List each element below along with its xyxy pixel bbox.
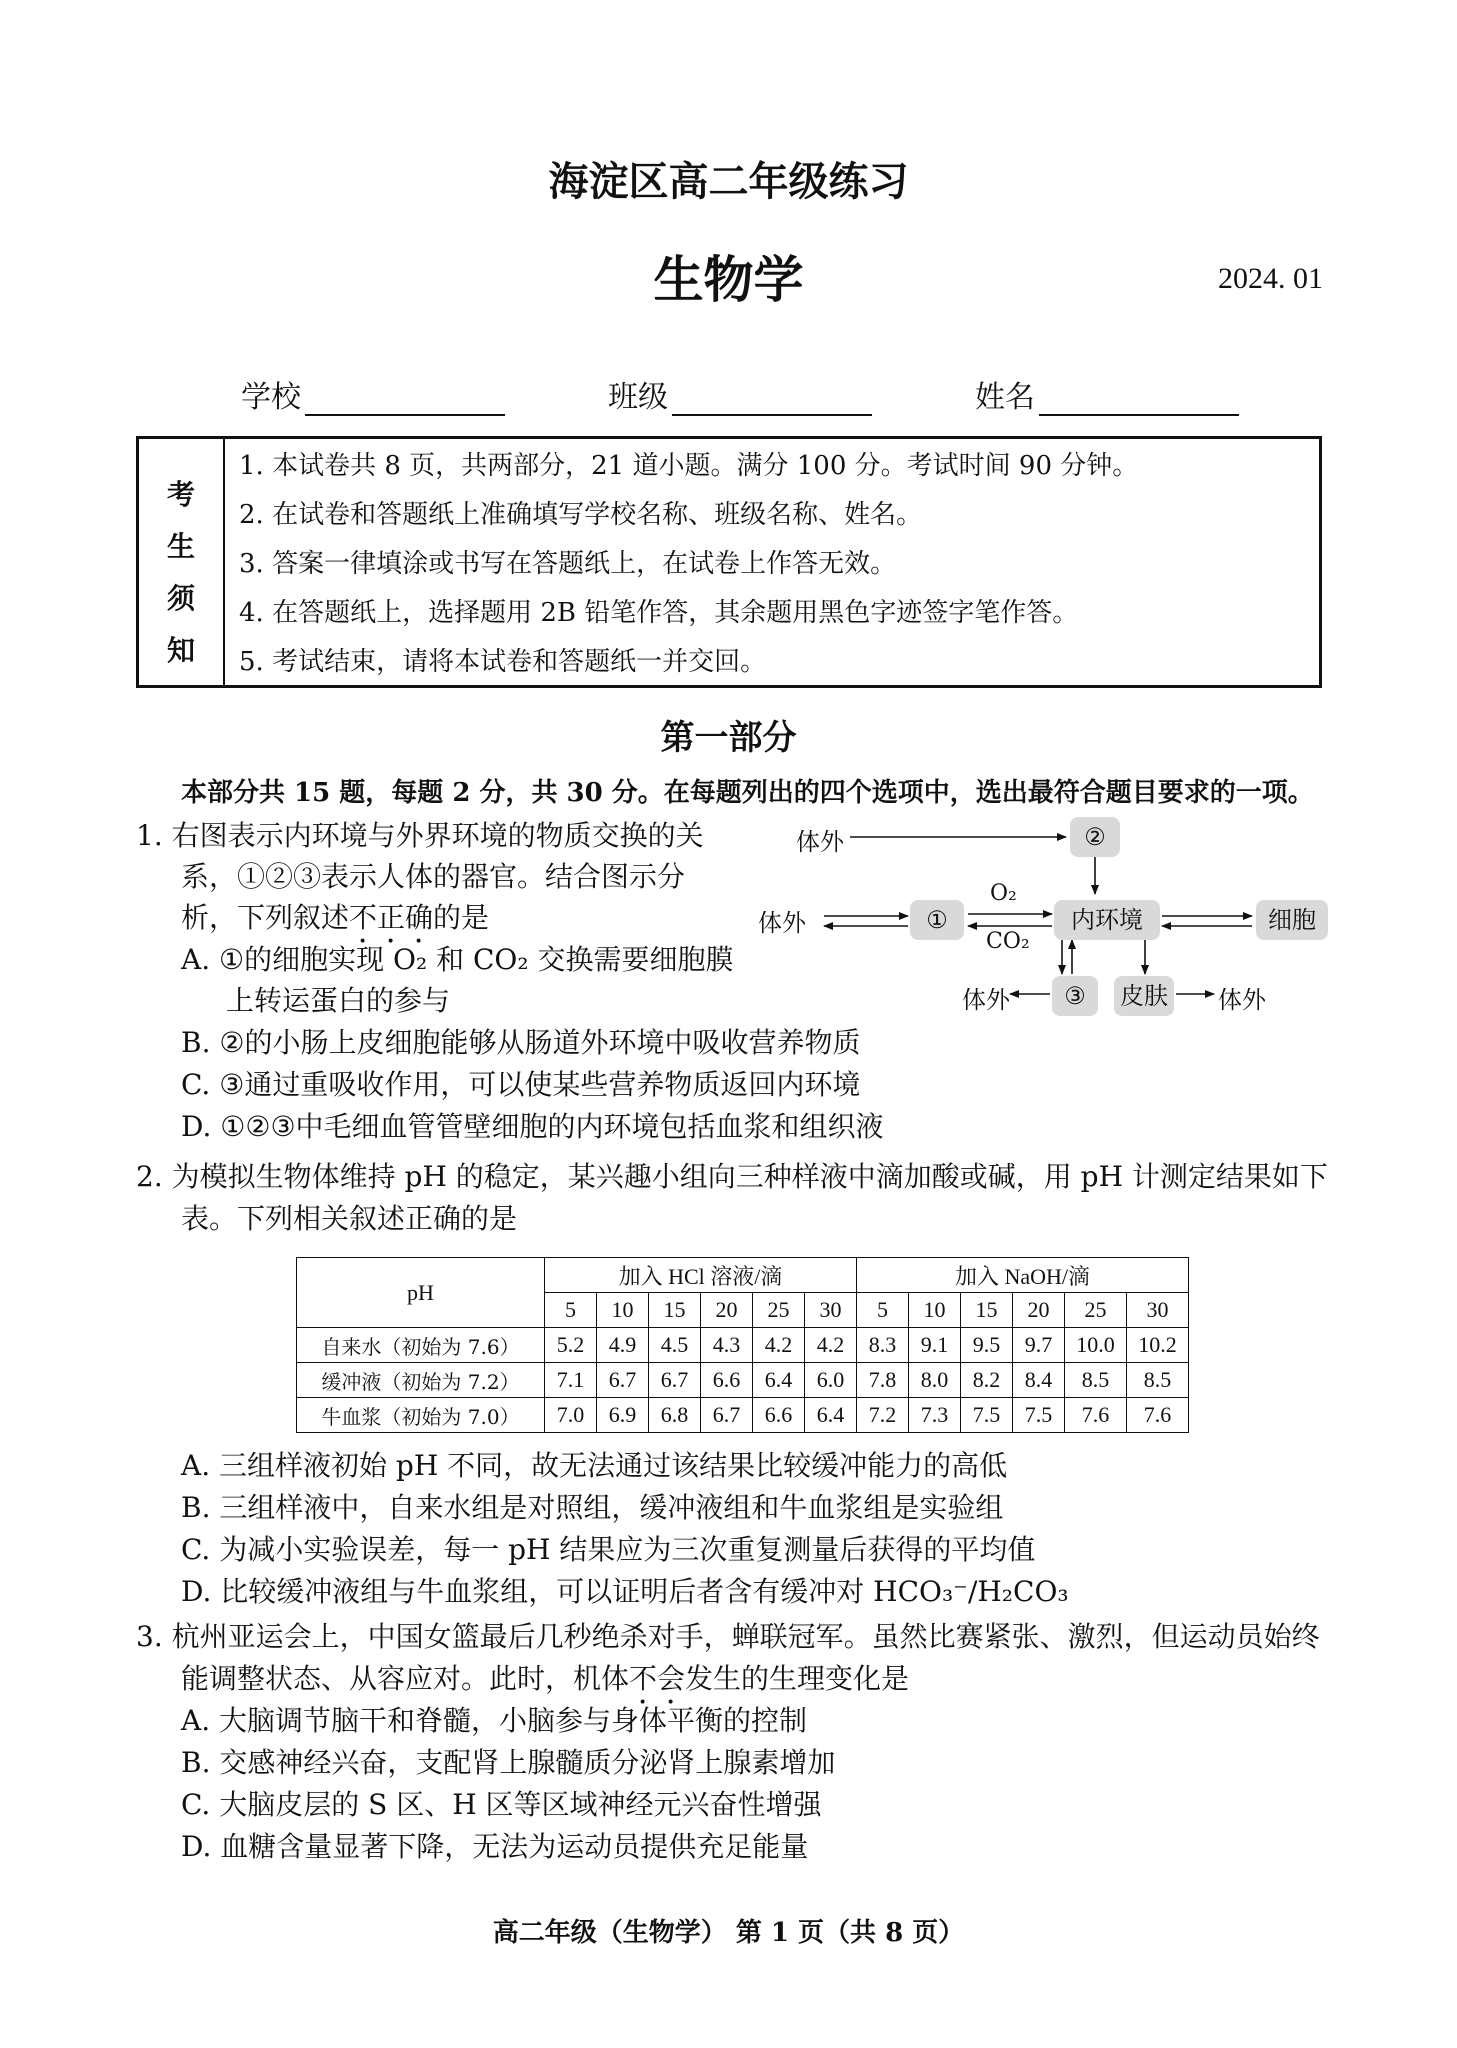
cell: 4.5 bbox=[649, 1328, 701, 1363]
q3-option-a[interactable]: A. 大脑调节脑干和脊髓，小脑参与身体平衡的控制 bbox=[181, 1704, 808, 1737]
naoh-group-header: 加入 NaOH/滴 bbox=[857, 1258, 1189, 1293]
cell: 8.2 bbox=[961, 1363, 1013, 1398]
drop-header: 15 bbox=[961, 1293, 1013, 1328]
school-blank[interactable] bbox=[305, 380, 505, 416]
drop-header: 5 bbox=[545, 1293, 597, 1328]
notice-item: 2. 在试卷和答题纸上准确填写学校名称、班级名称、姓名。 bbox=[239, 500, 923, 530]
cell: 6.8 bbox=[649, 1398, 701, 1433]
co2-label: CO₂ bbox=[986, 929, 1030, 954]
cell: 7.0 bbox=[545, 1398, 597, 1433]
q1-option-d[interactable]: D. ①②③中毛细血管管壁细胞的内环境包括血浆和组织液 bbox=[181, 1110, 884, 1143]
class-label: 班级 bbox=[608, 380, 668, 415]
drop-header: 10 bbox=[909, 1293, 961, 1328]
q1-option-c[interactable]: C. ③通过重吸收作用，可以使某些营养物质返回内环境 bbox=[181, 1068, 861, 1101]
q1-exchange-diagram bbox=[750, 812, 1340, 1032]
cell: 6.7 bbox=[701, 1398, 753, 1433]
table-row bbox=[297, 1363, 1189, 1398]
cell: 4.3 bbox=[701, 1328, 753, 1363]
q2-stem-line: 表。下列相关叙述正确的是 bbox=[181, 1202, 518, 1235]
row-label: 牛血浆（初始为 7.0） bbox=[297, 1398, 545, 1433]
q1-stem-line: 析，下列叙述不正确的是 bbox=[181, 901, 490, 934]
drop-header: 25 bbox=[753, 1293, 805, 1328]
notice-item: 3. 答案一律填涂或书写在答题纸上，在试卷上作答无效。 bbox=[239, 549, 897, 579]
q2-stem-line: 2. 为模拟生物体维持 pH 的稳定，某兴趣小组向三种样液中滴加酸或碱，用 pH 计测定结果如下 bbox=[136, 1160, 1328, 1193]
drop-header: 10 bbox=[597, 1293, 649, 1328]
exam-title: 海淀区高二年级练习 bbox=[548, 158, 909, 205]
cell: 8.4 bbox=[1013, 1363, 1065, 1398]
q3-option-b[interactable]: B. 交感神经兴奋，支配肾上腺髓质分泌肾上腺素增加 bbox=[181, 1746, 836, 1779]
table-row bbox=[297, 1398, 1189, 1433]
organ-1-box: ① bbox=[910, 900, 964, 940]
q2-option-c[interactable]: C. 为减小实验误差，每一 pH 结果应为三次重复测量后获得的平均值 bbox=[181, 1533, 1036, 1566]
subject-title: 生物学 bbox=[653, 250, 804, 309]
cell: 7.5 bbox=[961, 1398, 1013, 1433]
cell: 7.3 bbox=[909, 1398, 961, 1433]
part-title: 第一部分 bbox=[660, 718, 797, 758]
cell: 4.9 bbox=[597, 1328, 649, 1363]
row-label: 自来水（初始为 7.6） bbox=[297, 1328, 545, 1363]
outside-label: 体外 bbox=[962, 986, 1010, 1014]
outside-label: 体外 bbox=[796, 828, 844, 856]
drop-header: 25 bbox=[1065, 1293, 1127, 1328]
cell: 7.2 bbox=[857, 1398, 909, 1433]
organ-3-box: ③ bbox=[1052, 976, 1098, 1016]
cell-box: 细胞 bbox=[1256, 900, 1328, 940]
outside-label: 体外 bbox=[758, 909, 806, 937]
notice-head-char: 知 bbox=[167, 634, 196, 667]
name-label: 姓名 bbox=[975, 380, 1035, 415]
drop-header: 20 bbox=[701, 1293, 753, 1328]
o2-label: O₂ bbox=[990, 881, 1017, 906]
q3-stem-line: 能调整状态、从容应对。此时，机体不会发生的生理变化是 bbox=[181, 1662, 910, 1695]
cell: 4.2 bbox=[805, 1328, 857, 1363]
q1-stem-line: 1. 右图表示内环境与外界环境的物质交换的关 bbox=[136, 819, 704, 852]
class-blank[interactable] bbox=[672, 380, 872, 416]
cell: 7.5 bbox=[1013, 1398, 1065, 1433]
class-field[interactable] bbox=[608, 372, 872, 416]
cell: 5.2 bbox=[545, 1328, 597, 1363]
q3-emphasis: 不会 bbox=[629, 1662, 686, 1695]
part-instruction: 本部分共 15 题，每题 2 分，共 30 分。在每题列出的四个选项中，选出最符合题目要求的一项。 bbox=[181, 778, 1314, 808]
drop-header: 15 bbox=[649, 1293, 701, 1328]
notice-head-char: 生 bbox=[167, 530, 196, 563]
cell: 8.0 bbox=[909, 1363, 961, 1398]
cell: 10.2 bbox=[1127, 1328, 1189, 1363]
notice-item: 1. 本试卷共 8 页，共两部分，21 道小题。满分 100 分。考试时间 90 分钟。 bbox=[239, 451, 1139, 481]
q3-stem-line: 3. 杭州亚运会上，中国女篮最后几秒绝杀对手，蝉联冠军。虽然比赛紧张、激烈，但运动员始终 bbox=[136, 1620, 1320, 1653]
inner-environment-box: 内环境 bbox=[1054, 900, 1160, 940]
drop-header: 30 bbox=[805, 1293, 857, 1328]
cell: 6.4 bbox=[805, 1398, 857, 1433]
q2-option-d[interactable]: D. 比较缓冲液组与牛血浆组，可以证明后者含有缓冲对 HCO₃⁻/H₂CO₃ bbox=[181, 1575, 1069, 1608]
cell: 6.6 bbox=[701, 1363, 753, 1398]
cell: 7.1 bbox=[545, 1363, 597, 1398]
drop-header: 20 bbox=[1013, 1293, 1065, 1328]
cell: 9.5 bbox=[961, 1328, 1013, 1363]
q3-option-d[interactable]: D. 血糖含量显著下降，无法为运动员提供充足能量 bbox=[181, 1830, 809, 1863]
skin-box: 皮肤 bbox=[1114, 976, 1174, 1016]
table-row bbox=[297, 1328, 1189, 1363]
q2-option-a[interactable]: A. 三组样液初始 pH 不同，故无法通过该结果比较缓冲能力的高低 bbox=[181, 1449, 1008, 1482]
exam-notice-box bbox=[136, 436, 1322, 688]
name-blank[interactable] bbox=[1039, 380, 1239, 416]
q1-stem-line: 系，①②③表示人体的器官。结合图示分 bbox=[181, 860, 686, 893]
cell: 4.2 bbox=[753, 1328, 805, 1363]
q1-emphasis: 不正确 bbox=[349, 901, 434, 934]
cell: 6.7 bbox=[649, 1363, 701, 1398]
q1-option-a-cont: 上转运蛋白的参与 bbox=[226, 984, 451, 1017]
cell: 9.1 bbox=[909, 1328, 961, 1363]
notice-item: 5. 考试结束，请将本试卷和答题纸一并交回。 bbox=[239, 647, 767, 677]
cell: 7.6 bbox=[1127, 1398, 1189, 1433]
cell: 6.6 bbox=[753, 1398, 805, 1433]
q2-option-b[interactable]: B. 三组样液中，自来水组是对照组，缓冲液组和牛血浆组是实验组 bbox=[181, 1491, 1004, 1524]
notice-item: 4. 在答题纸上，选择题用 2B 铅笔作答，其余题用黑色字迹签字笔作答。 bbox=[239, 598, 1079, 628]
cell: 10.0 bbox=[1065, 1328, 1127, 1363]
name-field[interactable] bbox=[975, 372, 1239, 416]
school-field[interactable] bbox=[241, 372, 505, 416]
cell: 8.5 bbox=[1065, 1363, 1127, 1398]
row-label: 缓冲液（初始为 7.2） bbox=[297, 1363, 545, 1398]
table-corner: pH bbox=[297, 1258, 545, 1328]
outside-label: 体外 bbox=[1218, 986, 1266, 1014]
ph-results-table bbox=[296, 1257, 1189, 1433]
cell: 7.8 bbox=[857, 1363, 909, 1398]
exam-date: 2024. 01 bbox=[1218, 262, 1323, 295]
q1-option-a[interactable]: A. ①的细胞实现 O₂ 和 CO₂ 交换需要细胞膜 bbox=[181, 943, 734, 976]
drop-header: 5 bbox=[857, 1293, 909, 1328]
organ-2-box: ② bbox=[1070, 817, 1120, 857]
cell: 6.4 bbox=[753, 1363, 805, 1398]
page-footer: 高二年级（生物学） 第 1 页（共 8 页） bbox=[492, 1918, 965, 1948]
q3-option-c[interactable]: C. 大脑皮层的 S 区、H 区等区域神经元兴奋性增强 bbox=[181, 1788, 822, 1821]
cell: 7.6 bbox=[1065, 1398, 1127, 1433]
drop-header: 30 bbox=[1127, 1293, 1189, 1328]
notice-head-char: 考 bbox=[167, 478, 196, 511]
cell: 8.3 bbox=[857, 1328, 909, 1363]
cell: 6.0 bbox=[805, 1363, 857, 1398]
school-label: 学校 bbox=[241, 380, 301, 415]
notice-head-char: 须 bbox=[167, 582, 196, 615]
cell: 8.5 bbox=[1127, 1363, 1189, 1398]
cell: 9.7 bbox=[1013, 1328, 1065, 1363]
q1-option-b[interactable]: B. ②的小肠上皮细胞能够从肠道外环境中吸收营养物质 bbox=[181, 1026, 861, 1059]
hcl-group-header: 加入 HCl 溶液/滴 bbox=[545, 1258, 857, 1293]
notice-heading bbox=[139, 439, 225, 685]
cell: 6.7 bbox=[597, 1363, 649, 1398]
cell: 6.9 bbox=[597, 1398, 649, 1433]
